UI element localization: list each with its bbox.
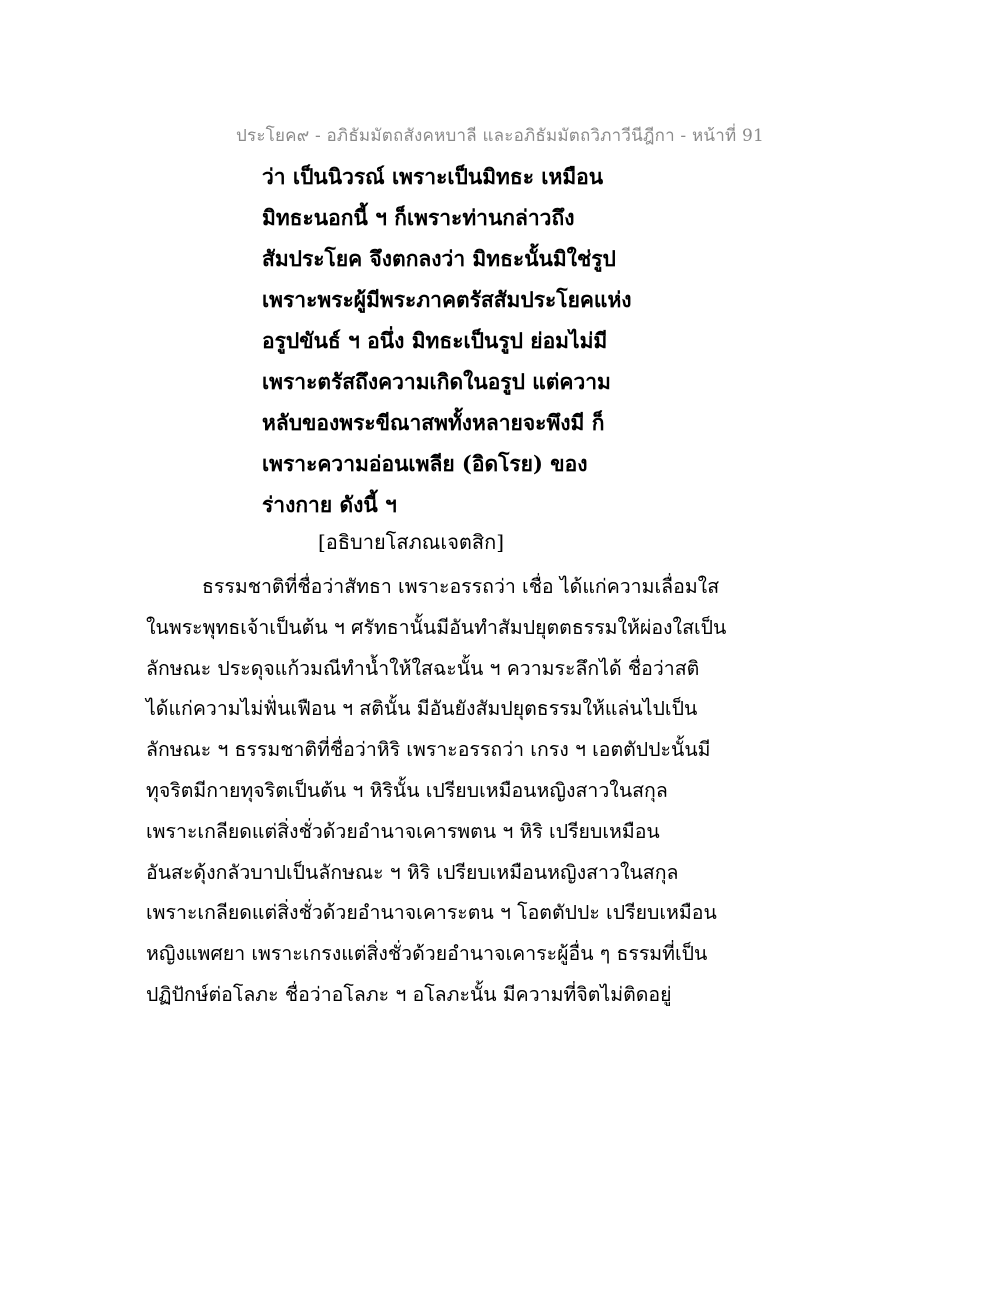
bold-line: เพราะความอ่อนเพลีย (อิดโรย) ของ [262,451,588,476]
bold-line: สัมประโยค จึงตกลงว่า มิทธะนั้นมิใช่รูป [262,246,616,271]
body-line: ลักษณะ ฯ ธรรมชาติที่ชื่อว่าหิริ เพราะอรรถว่า เกรง ฯ เอตตัปปะนั้นมี [146,738,711,762]
bold-line: อรูปขันธ์ ฯ อนึ่ง มิทธะเป็นรูป ย่อมไม่มี [262,328,608,353]
body-paragraph [146,567,726,1016]
bold-line: เพราะตรัสถึงความเกิดในอรูป แต่ความ [262,369,611,394]
body-line: ธรรมชาติที่ชื่อว่าสัทธา เพราะอรรถว่า เชื่อ ได้แก่ความเลื่อมใส [202,575,720,598]
bold-line: มิทธะนอกนี้ ฯ ก็เพราะท่านกล่าวถึง [262,205,575,230]
body-line: เพราะเกลียดแต่สิ่งชั่วด้วยอำนาจเคาระตน ฯ โอตตัปปะ เปรียบเหมือน [146,901,717,925]
body-line: ปฏิปักษ์ต่อโลภะ ชื่อว่าอโลภะ ฯ อโลภะนั้น มีความที่จิตไม่ติดอยู่ [146,982,672,1006]
body-line: ทุจริตมีกายทุจริตเป็นต้น ฯ หิรินั้น เปรียบเหมือนหญิงสาวในสกุล [146,778,668,802]
body-line: อันสะดุ้งกลัวบาปเป็นลักษณะ ฯ หิริ เปรียบเหมือนหญิงสาวในสกุล [146,860,679,884]
page-header: ประโยค๙ - อภิธัมมัตถสังคหบาลี และอภิธัมมัตถวิภาวีนีฎีกา - หน้าที่ 91 [236,126,764,146]
body-line: หญิงแพศยา เพราะเกรงแต่สิ่งชั่วด้วยอำนาจเคาระผู้อื่น ๆ ธรรมที่เป็น [146,942,708,966]
section-heading: [อธิบายโสภณเจตสิก] [318,530,505,554]
body-line: ในพระพุทธเจ้าเป็นต้น ฯ ศรัทธานั้นมีอันทำสัมปยุตตธรรมให้ผ่องใสเป็น [146,615,727,639]
bold-line: ร่างกาย ดังนี้ ฯ [262,492,397,517]
bold-line: ว่า เป็นนิวรณ์ เพราะเป็นมิทธะ เหมือน [262,164,604,189]
bold-line: หลับของพระขีณาสพทั้งหลายจะพึงมี ก็ [262,410,605,435]
bold-verse-block [262,156,632,525]
bold-line: เพราะพระผู้มีพระภาคตรัสสัมประโยคแห่ง [262,287,632,312]
body-line: ลักษณะ ประดุจแก้วมณีทำน้ำให้ใสฉะนั้น ฯ ความระลึกได้ ชื่อว่าสติ [146,656,700,680]
body-line: เพราะเกลียดแต่สิ่งชั่วด้วยอำนาจเคารพตน ฯ หิริ เปรียบเหมือน [146,819,660,843]
body-line: ได้แก่ความไม่ฟั่นเฟือน ฯ สตินั้น มีอันยังสัมปยุตธรรมให้แล่นไปเป็น [146,697,698,721]
